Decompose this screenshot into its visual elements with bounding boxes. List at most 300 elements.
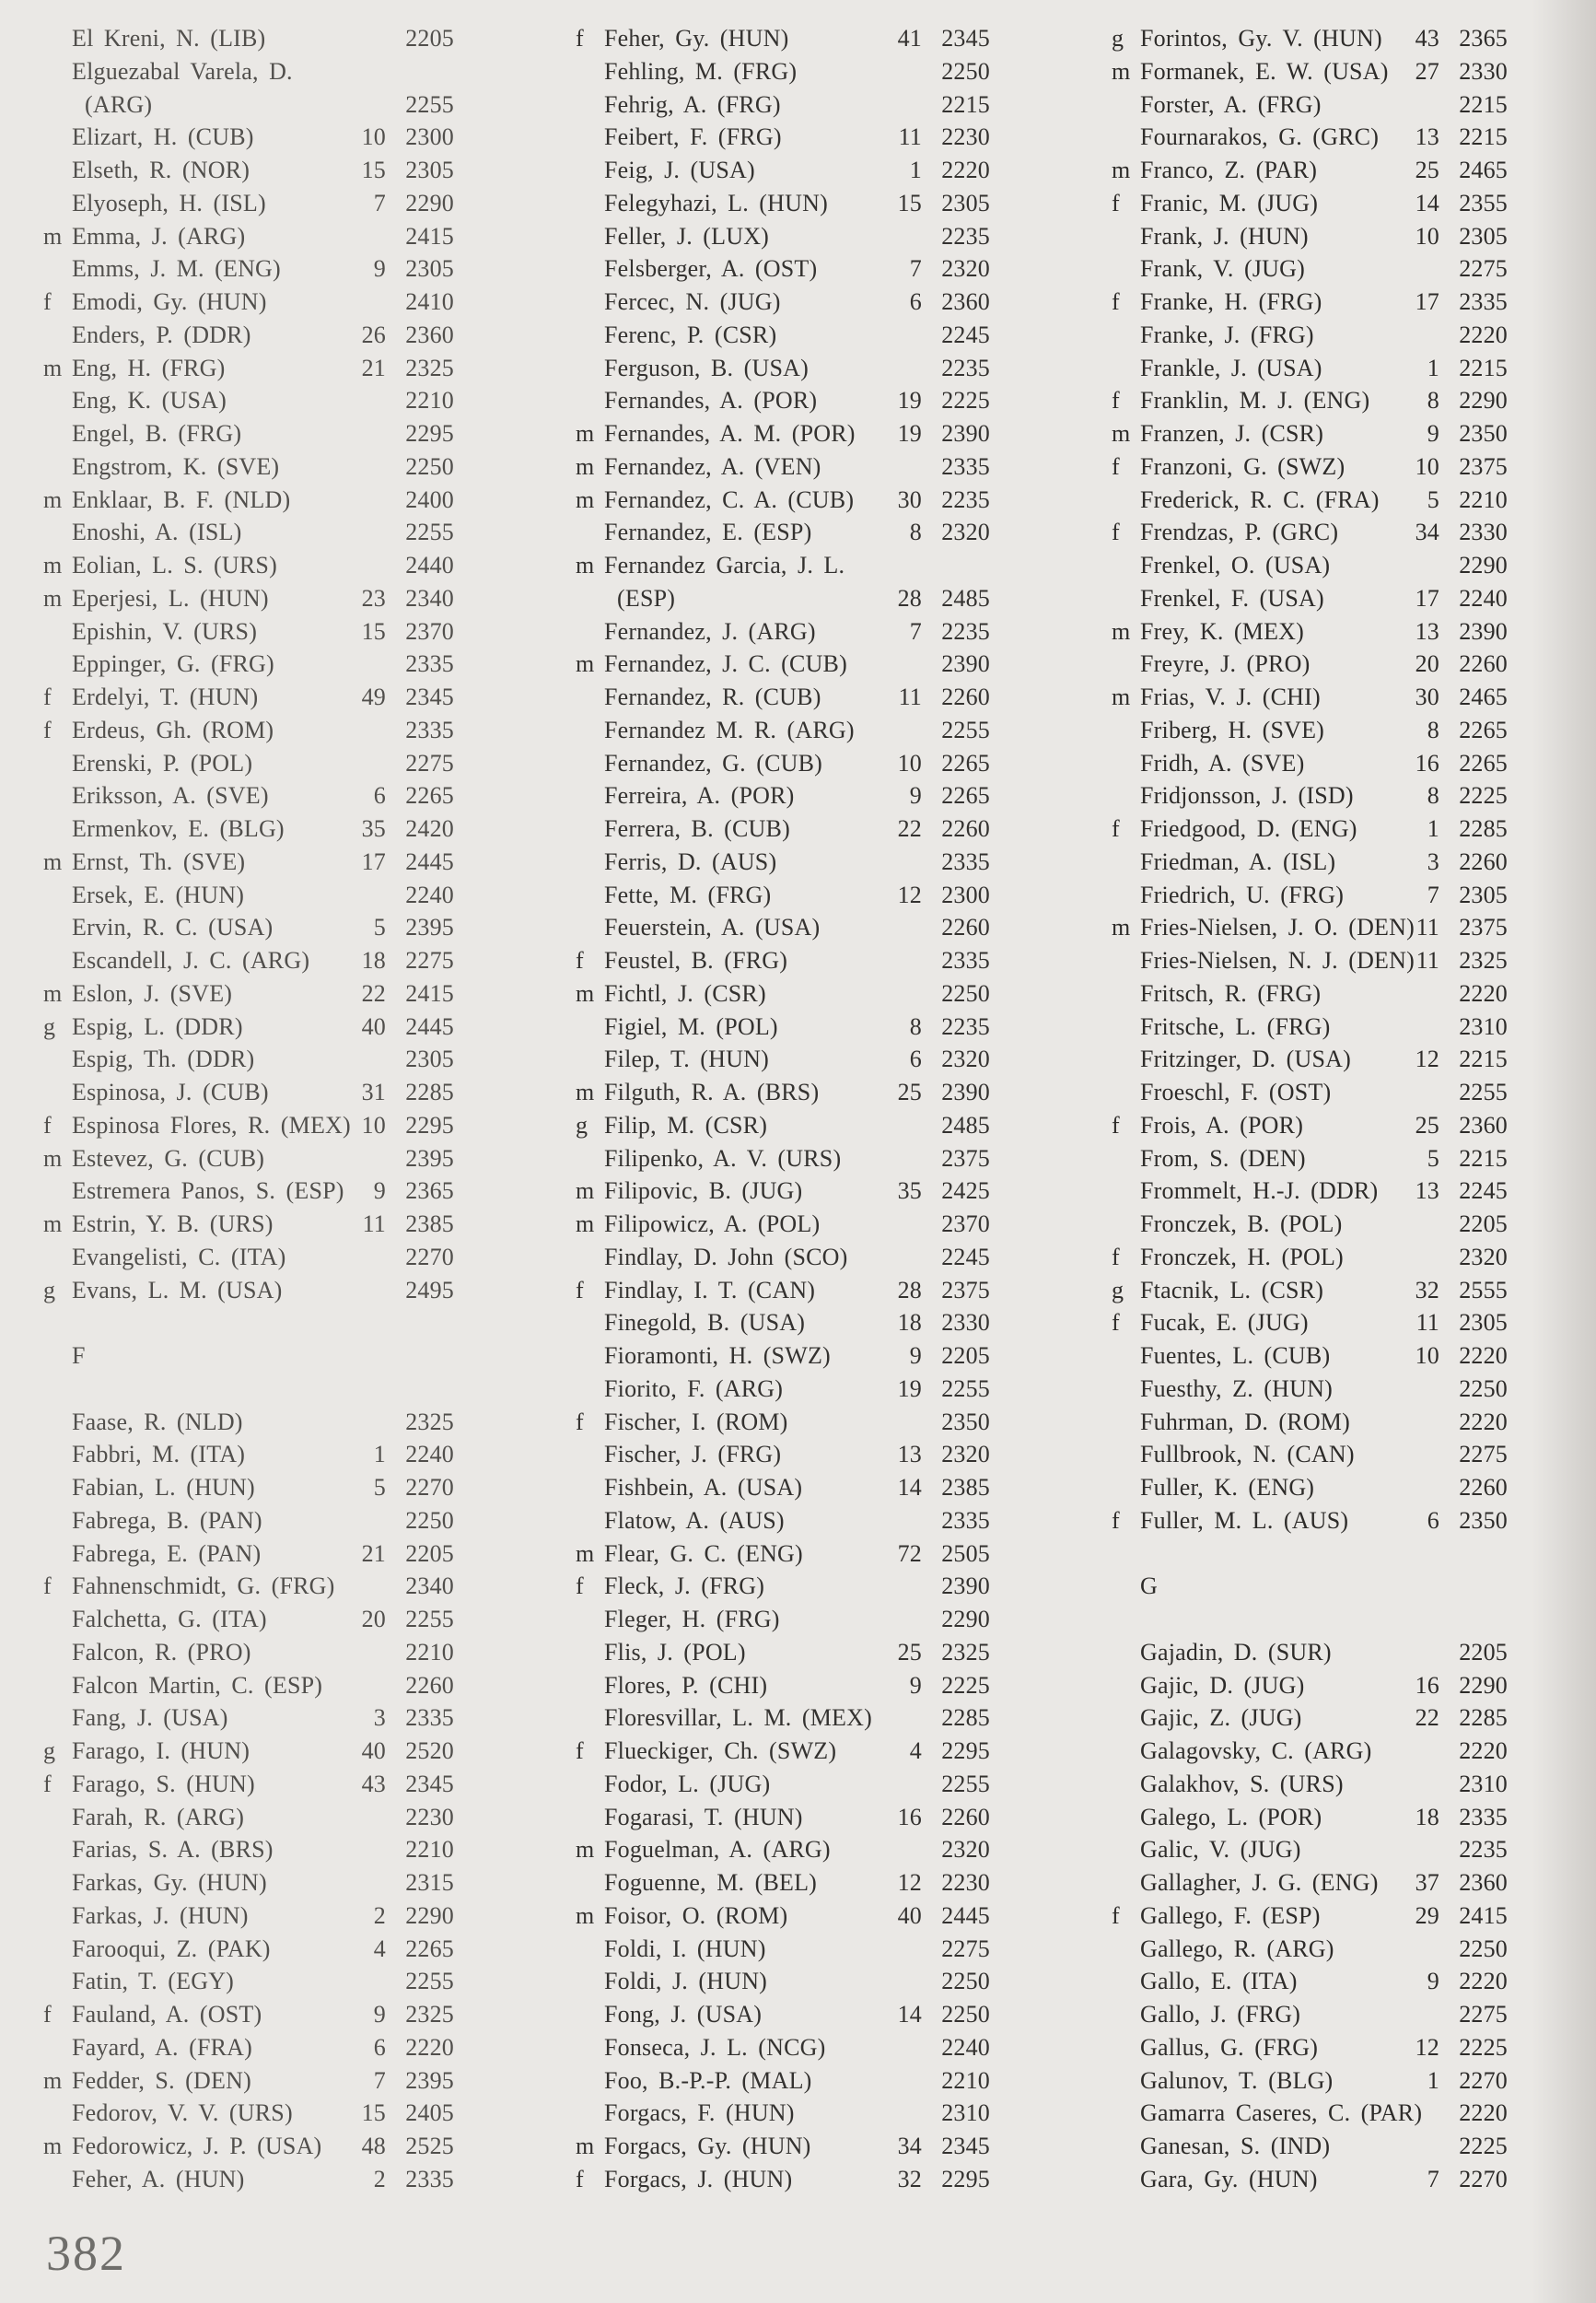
player-name: Emma, J. (ARG) [72, 222, 246, 250]
title-letter: f [576, 1276, 584, 1303]
title-letter: f [576, 2165, 584, 2192]
list-entry [576, 154, 990, 187]
rating-value: 2295 [405, 420, 454, 447]
rating-value: 2305 [405, 1046, 454, 1073]
games-count: 8 [1427, 716, 1439, 743]
games-count: 11 [362, 1210, 386, 1237]
games-count: 25 [897, 1638, 922, 1666]
games-count: 16 [897, 1803, 922, 1830]
rating-value: 2255 [405, 1606, 454, 1632]
games-count: 25 [1415, 1111, 1439, 1139]
player-name: Eolian, L. S. (URS) [72, 552, 277, 579]
games-count: 9 [909, 1671, 922, 1699]
player-name: Franzoni, G. (SWZ) [1140, 452, 1346, 480]
player-name: Forster, A. (FRG) [1140, 90, 1322, 118]
player-name: Franzen, J. (CSR) [1140, 420, 1324, 447]
player-name: Fridh, A. (SVE) [1140, 749, 1305, 777]
list-entry [576, 944, 990, 977]
rating-value: 2265 [405, 1935, 454, 1962]
rating-value: 2245 [941, 321, 990, 348]
list-entry [576, 2031, 990, 2064]
list-entry [1112, 879, 1508, 912]
player-name: Frois, A. (POR) [1140, 1111, 1304, 1139]
list-entry [43, 1208, 454, 1241]
games-count: 32 [897, 2165, 922, 2192]
rating-value: 2250 [405, 452, 454, 480]
player-name: Farah, R. (ARG) [72, 1803, 245, 1830]
rating-value: 2275 [1459, 255, 1508, 283]
list-entry [576, 187, 990, 220]
list-entry [576, 1142, 990, 1175]
rating-value: 2320 [1459, 1243, 1508, 1270]
player-name: Ferris, D. (AUS) [604, 848, 777, 875]
list-entry [1112, 1274, 1508, 1307]
player-name: Forgacs, J. (HUN) [604, 2165, 793, 2192]
list-entry [1112, 1406, 1508, 1439]
list-entry [1112, 352, 1508, 385]
player-name: Galunov, T. (BLG) [1140, 2066, 1334, 2094]
list-column-3 [1112, 22, 1508, 2196]
player-name: Fedder, S. (DEN) [72, 2066, 251, 2094]
player-name: Fernandes, A. M. (POR) [604, 420, 856, 447]
rating-value: 2220 [405, 2033, 454, 2061]
player-name: Fischer, I. (ROM) [604, 1408, 788, 1435]
games-count: 14 [897, 1474, 922, 1501]
list-entry [576, 1998, 990, 2031]
list-entry [1112, 1175, 1508, 1208]
rating-value: 2230 [941, 123, 990, 151]
player-name: Falchetta, G. (ITA) [72, 1606, 267, 1632]
title-letter: m [1112, 157, 1131, 183]
games-count: 13 [1415, 123, 1439, 151]
list-entry [43, 1833, 454, 1866]
title-letter: m [43, 1210, 63, 1237]
games-count: 9 [1427, 420, 1439, 447]
rating-value: 2285 [941, 1704, 990, 1732]
player-name: Fischer, J. (FRG) [604, 1441, 782, 1468]
rating-value: 2420 [405, 815, 454, 842]
player-name: Ermenkov, E. (BLG) [72, 815, 285, 842]
list-entry [576, 450, 990, 484]
games-count: 34 [897, 2133, 922, 2159]
rating-value: 2365 [405, 1177, 454, 1205]
rating-value: 2220 [1459, 1968, 1508, 1995]
player-name: Galego, L. (POR) [1140, 1803, 1322, 1830]
games-count: 34 [1415, 519, 1439, 546]
spacer-row [43, 1306, 454, 1339]
games-count: 7 [909, 617, 922, 645]
rating-value: 2235 [1459, 1836, 1508, 1864]
list-entry [43, 384, 454, 417]
list-entry [43, 319, 454, 352]
list-entry [43, 714, 454, 747]
list-entry [576, 352, 990, 385]
games-count: 1 [373, 1441, 386, 1468]
list-entry [43, 22, 454, 55]
rating-value: 2250 [1459, 1374, 1508, 1402]
games-count: 22 [361, 979, 386, 1007]
games-count: 9 [373, 2001, 386, 2028]
list-entry [1112, 2031, 1508, 2064]
games-count: 15 [897, 189, 922, 216]
list-entry [43, 1011, 454, 1044]
player-name: Frey, K. (MEX) [1140, 617, 1304, 645]
rating-value: 2235 [941, 1012, 990, 1040]
games-count: 1 [1427, 815, 1439, 842]
player-name: Fernandez, J. C. (CUB) [604, 650, 847, 678]
player-name: Engel, B. (FRG) [72, 420, 242, 447]
title-letter: m [1112, 914, 1131, 941]
rating-value: 2215 [1459, 1046, 1508, 1073]
rating-value: 2220 [1459, 1342, 1508, 1369]
games-count: 30 [1415, 684, 1439, 710]
rating-value: 2265 [941, 782, 990, 810]
player-name: Fichtl, J. (CSR) [604, 979, 766, 1007]
player-name: Fritsche, L. (FRG) [1140, 1012, 1331, 1040]
list-entry [576, 1603, 990, 1636]
rating-value: 2485 [941, 1111, 990, 1139]
title-letter: f [43, 1770, 52, 1797]
games-count: 2 [373, 1901, 386, 1929]
list-entry [576, 1965, 990, 1998]
list-entry [1112, 1801, 1508, 1834]
games-count: 7 [373, 2066, 386, 2094]
player-name: Friedgood, D. (ENG) [1140, 815, 1357, 842]
player-name: Gallo, J. (FRG) [1140, 2001, 1301, 2028]
rating-value: 2360 [1459, 1111, 1508, 1139]
list-entry [576, 2130, 990, 2163]
player-name: Foguelman, A. (ARG) [604, 1836, 831, 1864]
games-count: 26 [361, 321, 386, 348]
games-count: 9 [909, 1342, 922, 1369]
list-entry [43, 747, 454, 780]
games-count: 30 [897, 485, 922, 513]
list-column-2 [576, 22, 990, 2196]
games-count: 40 [361, 1012, 386, 1040]
games-count: 12 [1415, 1046, 1439, 1073]
rating-value: 2335 [405, 1704, 454, 1732]
games-count: 6 [909, 1046, 922, 1073]
list-entry [576, 812, 990, 846]
list-entry [43, 88, 454, 122]
title-letter: m [576, 1177, 595, 1205]
list-entry [43, 1504, 454, 1537]
title-letter: m [43, 979, 63, 1007]
title-letter: f [1112, 452, 1120, 480]
player-name: Farago, S. (HUN) [72, 1770, 255, 1797]
rating-value: 2525 [405, 2133, 454, 2159]
games-count: 10 [1415, 1342, 1439, 1369]
rating-value: 2390 [941, 1079, 990, 1105]
games-count: 11 [898, 123, 922, 151]
player-name: Forgacs, F. (HUN) [604, 2099, 795, 2127]
player-name: Fuller, M. L. (AUS) [1140, 1506, 1349, 1534]
player-name: Franklin, M. J. (ENG) [1140, 387, 1370, 415]
list-entry [43, 1933, 454, 1966]
games-count: 14 [1415, 189, 1439, 216]
rating-value: 2205 [941, 1342, 990, 1369]
player-name: Frank, J. (HUN) [1140, 222, 1309, 250]
list-entry [1112, 714, 1508, 747]
games-count: 12 [897, 1869, 922, 1896]
rating-value: 2415 [405, 222, 454, 250]
games-count: 10 [361, 123, 386, 151]
list-entry [576, 1438, 990, 1471]
list-entry [576, 319, 990, 352]
rating-value: 2395 [405, 2066, 454, 2094]
rating-value: 2465 [1459, 684, 1508, 710]
rating-value: 2255 [405, 90, 454, 118]
player-name: Gajic, D. (JUG) [1140, 1671, 1305, 1699]
rating-value: 2330 [1459, 57, 1508, 85]
player-name: Gajic, Z. (JUG) [1140, 1704, 1302, 1732]
list-entry [576, 220, 990, 253]
title-letter: f [576, 1572, 584, 1600]
list-entry [1112, 252, 1508, 286]
player-name: Freyre, J. (PRO) [1140, 650, 1311, 678]
list-entry [1112, 1933, 1508, 1966]
list-entry [576, 484, 990, 517]
player-name: Franke, J. (FRG) [1140, 321, 1314, 348]
title-letter: m [576, 1210, 595, 1237]
rating-value: 2355 [1459, 189, 1508, 216]
title-letter: m [43, 2133, 63, 2159]
rating-value: 2255 [941, 1374, 990, 1402]
list-entry [1112, 1900, 1508, 1933]
list-entry [576, 22, 990, 55]
list-entry [576, 1636, 990, 1669]
player-name: Franco, Z. (PAR) [1140, 157, 1318, 183]
player-name: Espig, L. (DDR) [72, 1012, 243, 1040]
list-entry [1112, 681, 1508, 714]
player-name: Frendzas, P. (GRC) [1140, 519, 1339, 546]
rating-value: 2290 [405, 189, 454, 216]
list-entry [43, 2064, 454, 2098]
games-count: 4 [373, 1935, 386, 1962]
player-name: Gallego, F. (ESP) [1140, 1901, 1321, 1929]
player-name: Forgacs, Gy. (HUN) [604, 2133, 811, 2159]
rating-value: 2255 [405, 1968, 454, 1995]
games-count: 12 [897, 881, 922, 908]
rating-value: 2275 [405, 947, 454, 974]
player-name: Ferenc, P. (CSR) [604, 321, 777, 348]
player-name: Fiorito, F. (ARG) [604, 1374, 784, 1402]
games-count: 8 [909, 1012, 922, 1040]
games-count: 20 [361, 1606, 386, 1632]
games-count: 41 [897, 25, 922, 52]
games-count: 13 [1415, 1177, 1439, 1205]
list-entry [1112, 1504, 1508, 1537]
list-entry [576, 1735, 990, 1768]
player-name: Flis, J. (POL) [604, 1638, 746, 1666]
player-name: Filipowicz, A. (POL) [604, 1210, 821, 1237]
title-letter: m [1112, 617, 1131, 645]
list-entry [43, 1801, 454, 1834]
player-name: Frankle, J. (USA) [1140, 354, 1322, 381]
games-count: 14 [897, 2001, 922, 2028]
list-entry [1112, 977, 1508, 1011]
player-name: Fauland, A. (OST) [72, 2001, 262, 2028]
rating-value: 2255 [941, 1770, 990, 1797]
rating-value: 2250 [941, 57, 990, 85]
list-entry [1112, 1965, 1508, 1998]
player-name: Engstrom, K. (SVE) [72, 452, 280, 480]
rating-value: 2220 [1459, 321, 1508, 348]
games-count: 25 [897, 1079, 922, 1105]
player-name: Fatin, T. (EGY) [72, 1968, 235, 1995]
player-name: Fehling, M. (FRG) [604, 57, 798, 85]
list-entry [1112, 1142, 1508, 1175]
rating-value: 2310 [1459, 1012, 1508, 1040]
list-entry [43, 1768, 454, 1801]
player-name: Fishbein, A. (USA) [604, 1474, 803, 1501]
player-name: Flueckiger, Ch. (SWZ) [604, 1737, 837, 1764]
player-name: Findlay, D. John (SCO) [604, 1243, 848, 1270]
player-name: Fronczek, B. (POL) [1140, 1210, 1343, 1237]
rating-value: 2370 [941, 1210, 990, 1237]
rating-value: 2240 [405, 1441, 454, 1468]
rating-value: 2335 [941, 1506, 990, 1534]
rating-value: 2375 [1459, 914, 1508, 941]
games-count: 8 [1427, 387, 1439, 415]
list-entry [43, 812, 454, 846]
rating-value: 2360 [941, 288, 990, 315]
player-name: Figiel, M. (POL) [604, 1012, 778, 1040]
player-name: Ersek, E. (HUN) [72, 881, 245, 908]
rating-value: 2400 [405, 485, 454, 513]
title-letter: f [1112, 189, 1120, 216]
rating-value: 2390 [1459, 617, 1508, 645]
list-entry [43, 1998, 454, 2031]
games-count: 27 [1415, 57, 1439, 85]
title-letter: f [1112, 1111, 1120, 1139]
rating-value: 2225 [1459, 2033, 1508, 2061]
list-entry [43, 648, 454, 681]
rating-value: 2350 [1459, 1506, 1508, 1534]
rating-value: 2335 [405, 716, 454, 743]
rating-value: 2240 [405, 881, 454, 908]
player-name: El Kreni, N. (LIB) [72, 25, 266, 52]
list-entry [576, 1669, 990, 1702]
rating-value: 2210 [405, 1638, 454, 1666]
player-name: Elguezabal Varela, D. [72, 57, 293, 85]
list-entry [1112, 516, 1508, 549]
list-entry [1112, 911, 1508, 944]
rating-value: 2225 [1459, 782, 1508, 810]
rating-value: 2240 [1459, 584, 1508, 612]
list-entry [576, 681, 990, 714]
rating-value: 2260 [405, 1671, 454, 1699]
list-entry [1112, 1438, 1508, 1471]
player-name: Fernandez, J. (ARG) [604, 617, 816, 645]
rating-value: 2305 [1459, 881, 1508, 908]
list-entry [1112, 1208, 1508, 1241]
list-entry [576, 582, 990, 615]
games-count: 5 [373, 1474, 386, 1501]
rating-value: 2290 [1459, 387, 1508, 415]
rating-value: 2205 [1459, 1210, 1508, 1237]
list-entry [43, 911, 454, 944]
title-letter: f [1112, 519, 1120, 546]
player-name: Enoshi, A. (ISL) [72, 519, 242, 546]
player-name: Fernandez, R. (CUB) [604, 684, 821, 710]
list-entry [43, 1274, 454, 1307]
player-name: Gara, Gy. (HUN) [1140, 2165, 1318, 2192]
section-letter: F [72, 1342, 86, 1369]
title-letter: f [1112, 288, 1120, 315]
list-entry [576, 417, 990, 450]
list-entry [576, 2064, 990, 2098]
player-name: Flear, G. C. (ENG) [604, 1539, 803, 1567]
list-entry [576, 714, 990, 747]
player-name: Gallego, R. (ARG) [1140, 1935, 1334, 1962]
games-count: 18 [1415, 1803, 1439, 1830]
spacer-row [1112, 1603, 1508, 1636]
rating-value: 2290 [1459, 552, 1508, 579]
list-entry [43, 1735, 454, 1768]
list-entry [1112, 484, 1508, 517]
player-name: Fayard, A. (FRA) [72, 2033, 252, 2061]
games-count: 18 [897, 1309, 922, 1337]
player-name: Ferguson, B. (USA) [604, 354, 809, 381]
player-name: Galakhov, S. (URS) [1140, 1770, 1344, 1797]
list-entry [1112, 450, 1508, 484]
list-entry [1112, 648, 1508, 681]
list-entry [1112, 846, 1508, 879]
player-name: Fuesthy, Z. (HUN) [1140, 1374, 1333, 1402]
list-entry [1112, 154, 1508, 187]
player-name: Feibert, F. (FRG) [604, 123, 782, 151]
list-entry [576, 1011, 990, 1044]
rating-value: 2285 [1459, 1704, 1508, 1732]
list-entry [43, 121, 454, 154]
rating-value: 2300 [941, 881, 990, 908]
games-count: 40 [897, 1901, 922, 1929]
title-letter: m [43, 848, 63, 875]
list-entry [1112, 2064, 1508, 2098]
rating-value: 2305 [941, 189, 990, 216]
list-entry [43, 2031, 454, 2064]
games-count: 8 [909, 519, 922, 546]
rating-value: 2425 [941, 1177, 990, 1205]
games-count: 20 [1415, 650, 1439, 678]
rating-value: 2235 [941, 485, 990, 513]
player-name: Eperjesi, L. (HUN) [72, 584, 269, 612]
player-name: Feuerstein, A. (USA) [604, 914, 821, 941]
spacer-row [43, 1373, 454, 1406]
list-entry [1112, 944, 1508, 977]
rating-value: 2295 [941, 1737, 990, 1764]
player-name: Filep, T. (HUN) [604, 1046, 769, 1073]
rating-value: 2360 [405, 321, 454, 348]
rating-value: 2270 [405, 1243, 454, 1270]
list-entry [43, 352, 454, 385]
rating-value: 2505 [941, 1539, 990, 1567]
list-entry [576, 384, 990, 417]
list-entry [43, 1537, 454, 1571]
title-letter: m [576, 1539, 595, 1567]
title-letter: m [43, 1144, 63, 1172]
title-letter: g [1112, 1276, 1124, 1303]
list-entry [43, 1866, 454, 1900]
list-entry [576, 1339, 990, 1373]
title-letter: m [576, 452, 595, 480]
title-letter: m [43, 584, 63, 612]
player-name: Fong, J. (USA) [604, 2001, 763, 2028]
rating-value: 2320 [941, 1836, 990, 1864]
rating-value: 2275 [405, 749, 454, 777]
list-entry [576, 1306, 990, 1339]
